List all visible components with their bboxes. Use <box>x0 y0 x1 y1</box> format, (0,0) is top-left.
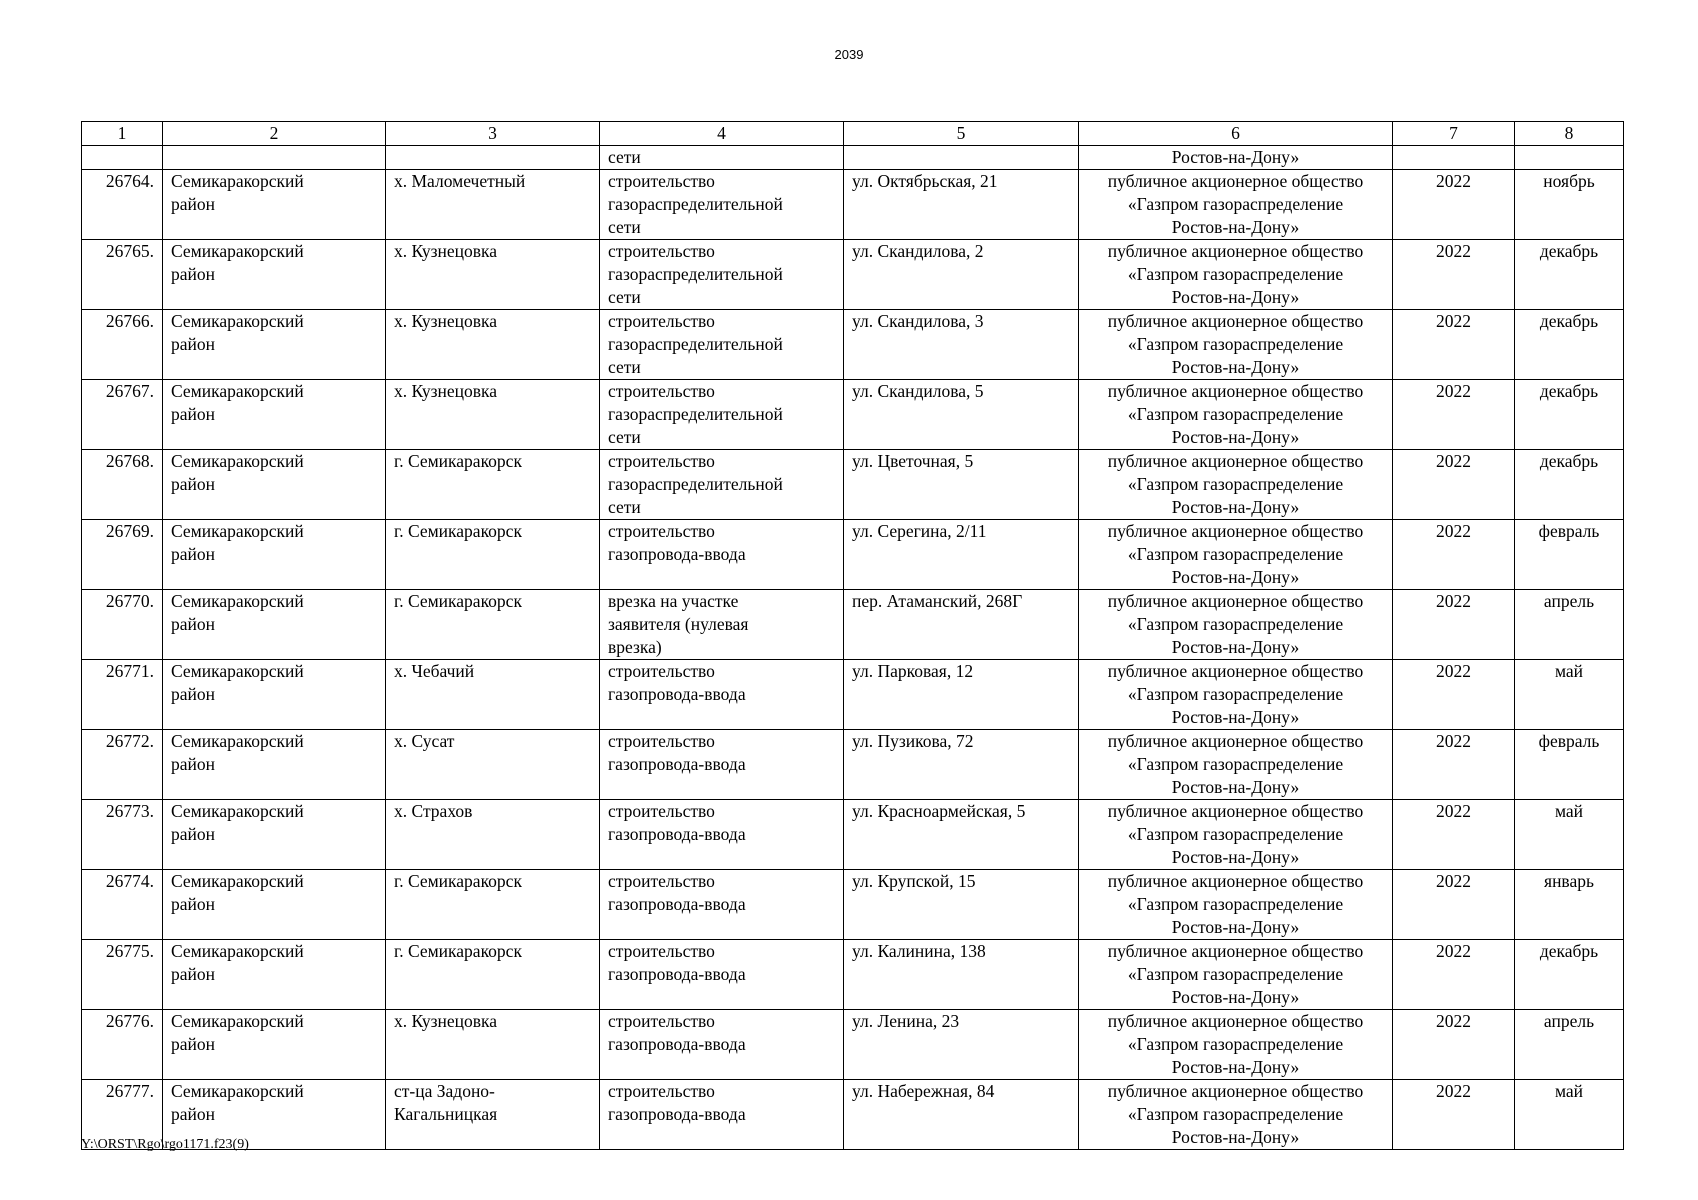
year-cell: 2022 <box>1393 730 1515 800</box>
file-path-footer: Y:\ORST\Rgo\rgo1171.f23(9) <box>81 1137 249 1152</box>
district-cell: Семикаракорский район <box>163 240 386 310</box>
locality-cell: г. Семикаракорск <box>386 450 600 520</box>
row-number-cell: 26771. <box>82 660 163 730</box>
column-header: 7 <box>1393 122 1515 146</box>
district-cell: Семикаракорский район <box>163 450 386 520</box>
district-cell: Семикаракорский район <box>163 870 386 940</box>
row-number-cell: 26765. <box>82 240 163 310</box>
locality-cell: х. Кузнецовка <box>386 380 600 450</box>
row-number-cell: 26777. <box>82 1080 163 1150</box>
continuation-row <box>82 146 1624 170</box>
organization-cell: публичное акционерное общество «Газпром газораспределение Ростов-на-Дону» <box>1079 310 1393 380</box>
table-cell <box>386 146 600 170</box>
row-number-cell: 26768. <box>82 450 163 520</box>
address-cell: ул. Парковая, 12 <box>844 660 1079 730</box>
month-cell: апрель <box>1515 590 1624 660</box>
table-row <box>82 730 1624 800</box>
address-cell: ул. Набережная, 84 <box>844 1080 1079 1150</box>
organization-cell: публичное акционерное общество «Газпром газораспределение Ростов-на-Дону» <box>1079 730 1393 800</box>
table-row <box>82 240 1624 310</box>
year-cell: 2022 <box>1393 170 1515 240</box>
row-number-cell: 26776. <box>82 1010 163 1080</box>
year-cell: 2022 <box>1393 660 1515 730</box>
district-cell: Семикаракорский район <box>163 940 386 1010</box>
locality-cell: х. Кузнецовка <box>386 310 600 380</box>
table-row <box>82 520 1624 590</box>
table-cell <box>82 146 163 170</box>
year-cell: 2022 <box>1393 1010 1515 1080</box>
district-cell: Семикаракорский район <box>163 1010 386 1080</box>
table-row <box>82 870 1624 940</box>
table-row <box>82 1080 1624 1150</box>
district-cell: Семикаракорский район <box>163 660 386 730</box>
month-cell: май <box>1515 660 1624 730</box>
address-cell: ул. Серегина, 2/11 <box>844 520 1079 590</box>
address-cell: ул. Крупской, 15 <box>844 870 1079 940</box>
organization-cell: публичное акционерное общество «Газпром газораспределение Ростов-на-Дону» <box>1079 380 1393 450</box>
locality-cell: г. Семикаракорск <box>386 520 600 590</box>
table-row <box>82 380 1624 450</box>
address-cell: ул. Пузикова, 72 <box>844 730 1079 800</box>
organization-cell: публичное акционерное общество «Газпром газораспределение Ростов-на-Дону» <box>1079 870 1393 940</box>
row-number-cell: 26774. <box>82 870 163 940</box>
year-cell: 2022 <box>1393 310 1515 380</box>
month-cell: декабрь <box>1515 940 1624 1010</box>
year-cell: 2022 <box>1393 520 1515 590</box>
work-type-cell: строительство газопровода-ввода <box>600 730 844 800</box>
address-cell: ул. Калинина, 138 <box>844 940 1079 1010</box>
column-header: 8 <box>1515 122 1624 146</box>
year-cell: 2022 <box>1393 1080 1515 1150</box>
table-cell <box>163 146 386 170</box>
work-type-cell: строительство газораспределительной сети <box>600 240 844 310</box>
table-row <box>82 590 1624 660</box>
organization-cell: публичное акционерное общество «Газпром газораспределение Ростов-на-Дону» <box>1079 800 1393 870</box>
address-cell: ул. Цветочная, 5 <box>844 450 1079 520</box>
organization-cell: публичное акционерное общество «Газпром газораспределение Ростов-на-Дону» <box>1079 240 1393 310</box>
work-type-cell: врезка на участке заявителя (нулевая врезка) <box>600 590 844 660</box>
district-cell: Семикаракорский район <box>163 310 386 380</box>
district-cell: Семикаракорский район <box>163 590 386 660</box>
address-cell: пер. Атаманский, 268Г <box>844 590 1079 660</box>
month-cell: декабрь <box>1515 380 1624 450</box>
table-row <box>82 800 1624 870</box>
organization-cell: публичное акционерное общество «Газпром газораспределение Ростов-на-Дону» <box>1079 170 1393 240</box>
district-cell: Семикаракорский район <box>163 170 386 240</box>
address-cell: ул. Октябрьская, 21 <box>844 170 1079 240</box>
organization-cell: публичное акционерное общество «Газпром газораспределение Ростов-на-Дону» <box>1079 660 1393 730</box>
month-cell: апрель <box>1515 1010 1624 1080</box>
year-cell: 2022 <box>1393 870 1515 940</box>
row-number-cell: 26773. <box>82 800 163 870</box>
table-row <box>82 310 1624 380</box>
data-table <box>81 121 1624 1150</box>
work-type-cell: строительство газопровода-ввода <box>600 520 844 590</box>
locality-cell: г. Семикаракорск <box>386 870 600 940</box>
organization-cell: публичное акционерное общество «Газпром газораспределение Ростов-на-Дону» <box>1079 590 1393 660</box>
column-header: 3 <box>386 122 600 146</box>
work-type-cell: строительство газопровода-ввода <box>600 940 844 1010</box>
month-cell: январь <box>1515 870 1624 940</box>
district-cell: Семикаракорский район <box>163 520 386 590</box>
year-cell: 2022 <box>1393 450 1515 520</box>
organization-cell: публичное акционерное общество «Газпром газораспределение Ростов-на-Дону» <box>1079 450 1393 520</box>
table-row <box>82 170 1624 240</box>
column-header: 1 <box>82 122 163 146</box>
month-cell: февраль <box>1515 730 1624 800</box>
address-cell: ул. Скандилова, 5 <box>844 380 1079 450</box>
organization-cell: публичное акционерное общество «Газпром газораспределение Ростов-на-Дону» <box>1079 1080 1393 1150</box>
locality-cell: х. Сусат <box>386 730 600 800</box>
work-type-cell: строительство газораспределительной сети <box>600 380 844 450</box>
row-number-cell: 26767. <box>82 380 163 450</box>
locality-cell: ст-ца Задоно- Кагальницкая <box>386 1080 600 1150</box>
row-number-cell: 26775. <box>82 940 163 1010</box>
column-header: 4 <box>600 122 844 146</box>
column-header: 2 <box>163 122 386 146</box>
month-cell: декабрь <box>1515 310 1624 380</box>
work-type-cell: строительство газораспределительной сети <box>600 310 844 380</box>
district-cell: Семикаракорский район <box>163 730 386 800</box>
page-number: 2039 <box>834 47 864 62</box>
month-cell: ноябрь <box>1515 170 1624 240</box>
table-row <box>82 1010 1624 1080</box>
table-cell: Ростов-на-Дону» <box>1079 146 1393 170</box>
month-cell: май <box>1515 1080 1624 1150</box>
column-header: 5 <box>844 122 1079 146</box>
table-cell <box>844 146 1079 170</box>
row-number-cell: 26766. <box>82 310 163 380</box>
organization-cell: публичное акционерное общество «Газпром газораспределение Ростов-на-Дону» <box>1079 1010 1393 1080</box>
table-cell <box>1515 146 1624 170</box>
table-cell: сети <box>600 146 844 170</box>
year-cell: 2022 <box>1393 940 1515 1010</box>
month-cell: май <box>1515 800 1624 870</box>
district-cell: Семикаракорский район <box>163 800 386 870</box>
row-number-cell: 26764. <box>82 170 163 240</box>
work-type-cell: строительство газопровода-ввода <box>600 1080 844 1150</box>
district-cell: Семикаракорский район <box>163 1080 386 1150</box>
address-cell: ул. Ленина, 23 <box>844 1010 1079 1080</box>
year-cell: 2022 <box>1393 380 1515 450</box>
organization-cell: публичное акционерное общество «Газпром газораспределение Ростов-на-Дону» <box>1079 940 1393 1010</box>
address-cell: ул. Красноармейская, 5 <box>844 800 1079 870</box>
work-type-cell: строительство газопровода-ввода <box>600 660 844 730</box>
row-number-cell: 26772. <box>82 730 163 800</box>
locality-cell: х. Кузнецовка <box>386 240 600 310</box>
locality-cell: х. Страхов <box>386 800 600 870</box>
work-type-cell: строительство газопровода-ввода <box>600 1010 844 1080</box>
table-cell <box>1393 146 1515 170</box>
address-cell: ул. Скандилова, 3 <box>844 310 1079 380</box>
address-cell: ул. Скандилова, 2 <box>844 240 1079 310</box>
locality-cell: г. Семикаракорск <box>386 590 600 660</box>
work-type-cell: строительство газопровода-ввода <box>600 800 844 870</box>
locality-cell: х. Кузнецовка <box>386 1010 600 1080</box>
month-cell: декабрь <box>1515 240 1624 310</box>
month-cell: февраль <box>1515 520 1624 590</box>
column-number-row <box>82 122 1624 146</box>
year-cell: 2022 <box>1393 240 1515 310</box>
column-header: 6 <box>1079 122 1393 146</box>
table-row <box>82 660 1624 730</box>
organization-cell: публичное акционерное общество «Газпром газораспределение Ростов-на-Дону» <box>1079 520 1393 590</box>
locality-cell: х. Чебачий <box>386 660 600 730</box>
work-type-cell: строительство газораспределительной сети <box>600 450 844 520</box>
locality-cell: х. Маломечетный <box>386 170 600 240</box>
table-row <box>82 450 1624 520</box>
table-row <box>82 940 1624 1010</box>
work-type-cell: строительство газораспределительной сети <box>600 170 844 240</box>
district-cell: Семикаракорский район <box>163 380 386 450</box>
locality-cell: г. Семикаракорск <box>386 940 600 1010</box>
year-cell: 2022 <box>1393 800 1515 870</box>
month-cell: декабрь <box>1515 450 1624 520</box>
work-type-cell: строительство газопровода-ввода <box>600 870 844 940</box>
year-cell: 2022 <box>1393 590 1515 660</box>
row-number-cell: 26769. <box>82 520 163 590</box>
row-number-cell: 26770. <box>82 590 163 660</box>
